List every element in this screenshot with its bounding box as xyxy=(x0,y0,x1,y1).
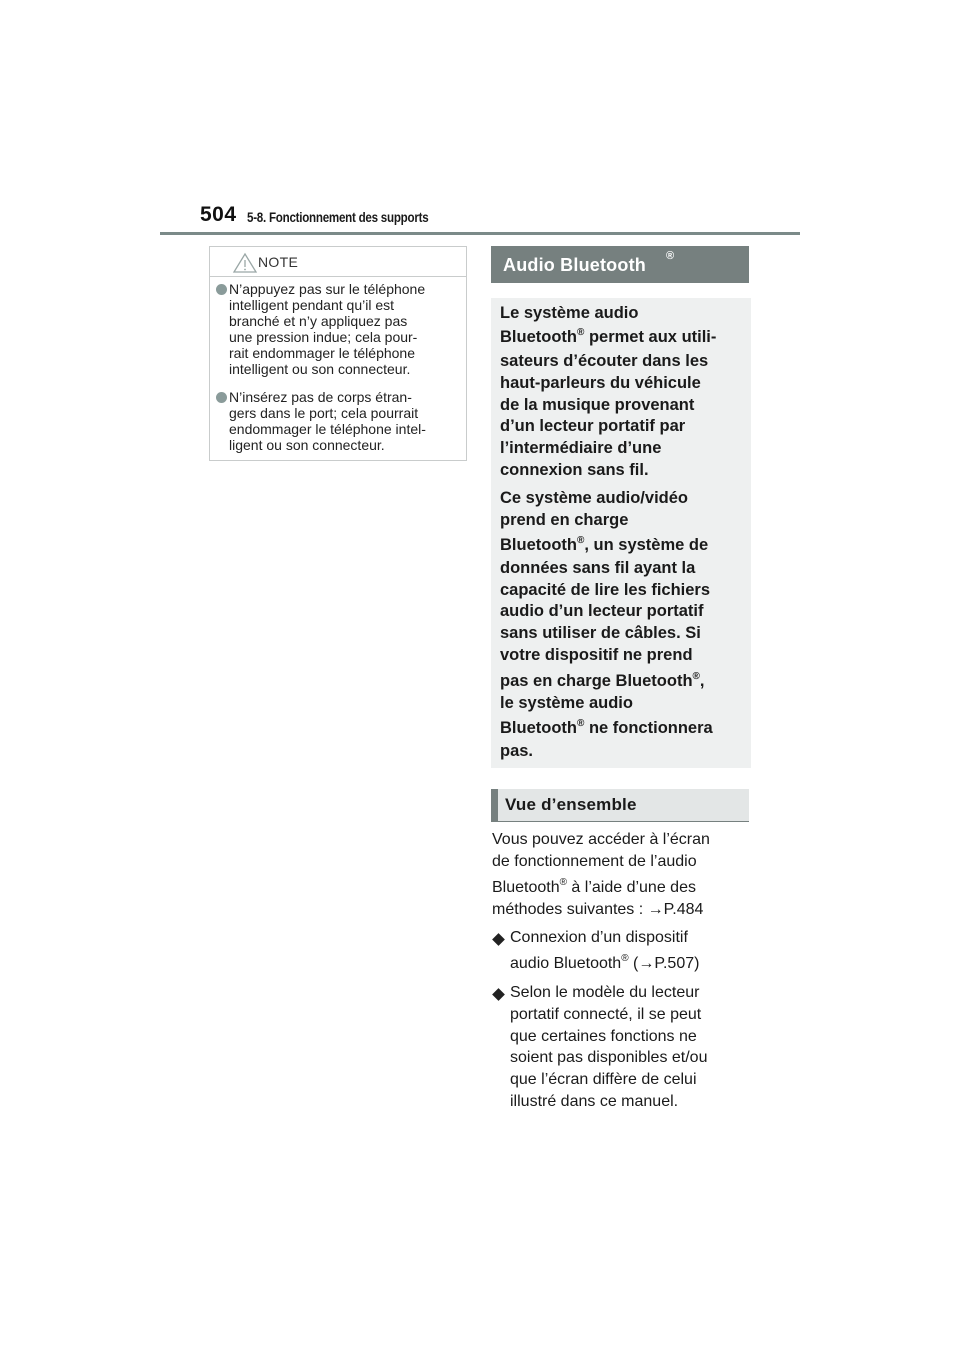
note-header xyxy=(210,247,466,277)
note-box xyxy=(209,246,467,461)
body-line: méthodes suivantes : →P.484 xyxy=(492,901,704,918)
intro-line: sans utiliser de câbles. Si xyxy=(500,624,701,642)
intro-line: d’un lecteur portatif par xyxy=(500,417,686,435)
bullet-dot xyxy=(216,392,227,403)
section-heading-text: Audio Bluetooth xyxy=(503,255,646,275)
intro-line: connexion sans fil. xyxy=(500,461,649,479)
intro-line: Bluetooth® permet aux utili- xyxy=(500,327,717,346)
diamond-bullet xyxy=(492,988,505,1001)
section-title: 5-8. Fonctionnement des supports xyxy=(247,210,429,225)
bullet-line: Selon le modèle du lecteur xyxy=(510,984,700,1001)
bullet-line: portatif connecté, il se peut xyxy=(510,1006,702,1023)
note-item-text: N’insérez pas de corps étran- gers dans le port; cela pourrait endommager le téléphone intel- ligent ou son connecteur. xyxy=(229,389,426,453)
intro-line: Bluetooth®, un système de xyxy=(500,535,709,554)
bullet-line: Connexion d’un dispositif xyxy=(510,929,688,946)
intro-line: Bluetooth® ne fonctionnera xyxy=(500,718,713,737)
intro-line: pas en charge Bluetooth®, xyxy=(500,671,705,690)
body-line: Vous pouvez accéder à l’écran xyxy=(492,831,710,848)
intro-line: pas. xyxy=(500,742,534,760)
intro-line: le système audio xyxy=(500,694,633,712)
bullet-line: soient pas disponibles et/ou xyxy=(510,1049,708,1066)
page-number: 504 xyxy=(200,203,237,226)
intro-line: sateurs d’écouter dans les xyxy=(500,352,709,370)
registered-mark: ® xyxy=(666,250,675,262)
bullet-line: que certaines fonctions ne xyxy=(510,1028,697,1045)
arrow-icon: → xyxy=(638,955,655,972)
overview-heading-text: Vue d’ensemble xyxy=(505,795,637,814)
overview-heading xyxy=(491,789,749,821)
intro-line: données sans fil ayant la xyxy=(500,559,696,577)
intro-line: Le système audio xyxy=(500,304,639,322)
section-heading xyxy=(491,246,749,283)
intro-line: votre dispositif ne prend xyxy=(500,646,693,664)
intro-box xyxy=(491,298,751,768)
intro-line: haut-parleurs du véhicule xyxy=(500,374,701,392)
intro-line: de la musique provenant xyxy=(500,396,695,414)
overview-heading-rule xyxy=(491,821,749,822)
header-rule xyxy=(160,232,800,235)
intro-line: Ce système audio/vidéo xyxy=(500,489,688,507)
body-line: de fonctionnement de l’audio xyxy=(492,853,697,870)
note-title: NOTE xyxy=(258,254,299,270)
bullet-dot xyxy=(216,284,227,295)
note-item-text: N’appuyez pas sur le téléphone intelligent pendant qu’il est branché et n’y appliquez pas une pression indue; cela pour- rait endommager le téléphone intelligent ou son connecteur. xyxy=(229,281,426,377)
page-reference: P.507) xyxy=(654,955,700,972)
intro-line: prend en charge xyxy=(500,511,629,529)
intro-line: l’intermédiaire d’une xyxy=(500,439,662,457)
bullet-line: illustré dans ce manuel. xyxy=(510,1093,679,1110)
intro-line: capacité de lire les fichiers xyxy=(500,581,711,599)
arrow-icon: → xyxy=(647,901,664,918)
body-line: Bluetooth® à l’aide d’une des xyxy=(492,877,696,896)
page-reference: P.484 xyxy=(663,901,704,918)
diamond-bullet xyxy=(492,933,505,946)
bullet-line: que l’écran diffère de celui xyxy=(510,1071,697,1088)
bullet-line: audio Bluetooth® (→P.507) xyxy=(510,953,700,972)
warning-triangle-icon xyxy=(232,252,258,274)
intro-line: audio d’un lecteur portatif xyxy=(500,602,704,620)
